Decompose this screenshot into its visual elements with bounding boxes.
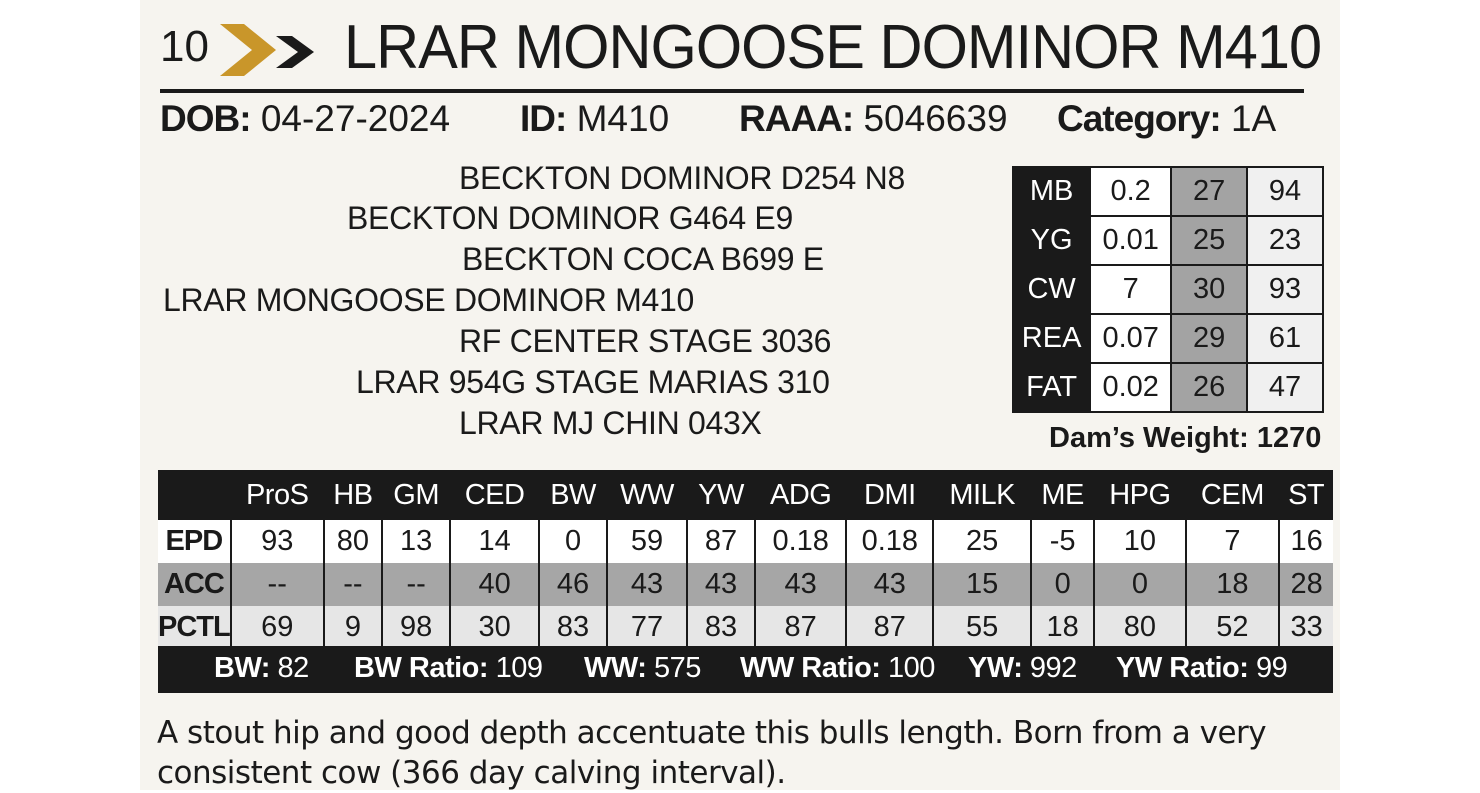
raaa-value: 5046639: [863, 98, 1008, 139]
gold-chevron-icon: [220, 24, 276, 76]
epd-cell: 0: [539, 520, 607, 563]
ww-ratio-value: 100: [888, 652, 935, 684]
lot-number: 10: [160, 22, 209, 71]
id-value: M410: [576, 98, 670, 139]
dob-label: DOB:: [160, 98, 251, 139]
epd-cell: -5: [1031, 520, 1094, 563]
yw-ratio-label: YW Ratio:: [1116, 652, 1249, 684]
ww-label: WW:: [584, 652, 647, 684]
carcass-epd: 0.01: [1090, 216, 1171, 265]
epd-cell: 93: [231, 520, 324, 563]
epd-cell: 0: [1031, 563, 1094, 606]
epd-cell: 18: [1186, 563, 1280, 606]
ww-item: [584, 652, 701, 685]
epd-header-cell: HB: [324, 470, 382, 520]
epd-cell: 18: [1031, 606, 1094, 648]
pedigree-sire-dam: BECKTON COCA B699 E: [462, 241, 824, 277]
yw-item: [968, 652, 1077, 685]
dams-weight: [1049, 422, 1321, 455]
bw-ratio-item: [354, 652, 542, 685]
epd-cell: 98: [382, 606, 450, 648]
epd-header-cell: ST: [1279, 470, 1333, 520]
epd-cell: 87: [755, 606, 846, 648]
epd-cell: 15: [933, 563, 1031, 606]
epd-header-cell: CED: [450, 470, 539, 520]
bw-label: BW:: [214, 652, 270, 684]
carcass-epd: 0.07: [1090, 314, 1171, 363]
category-label: Category:: [1057, 98, 1221, 139]
carcass-pctl: 94: [1247, 167, 1323, 216]
epd-cell: --: [382, 563, 450, 606]
ww-ratio-item: [740, 652, 935, 685]
yw-value: 992: [1029, 652, 1077, 684]
carcass-pctl: 61: [1247, 314, 1323, 363]
double-chevron-icon: [218, 20, 318, 80]
raaa-field: [739, 98, 1008, 140]
carcass-pctl: 93: [1247, 265, 1323, 314]
lot-description: A stout hip and good depth accentuate this bulls length. Born from a very consistent cow (366 day calving interval).: [157, 715, 1267, 791]
dams-weight-value: 1270: [1256, 422, 1322, 454]
epd-header-corner: [158, 470, 231, 520]
epd-header-cell: ME: [1031, 470, 1094, 520]
carcass-label: MB: [1013, 167, 1090, 216]
epd-header-row: [158, 470, 1333, 520]
epd-data-row: [158, 520, 1333, 563]
id-field: [520, 98, 669, 140]
epd-cell: 9: [324, 606, 382, 648]
epd-cell: 0.18: [755, 520, 846, 563]
carcass-acc: 29: [1171, 314, 1247, 363]
pedigree-subject: LRAR MONGOOSE DOMINOR M410: [163, 282, 694, 318]
carcass-label: FAT: [1013, 363, 1090, 412]
epd-cell: --: [324, 563, 382, 606]
epd-cell: 13: [382, 520, 450, 563]
epd-cell: --: [231, 563, 324, 606]
epd-table: [158, 470, 1333, 648]
epd-cell: 40: [450, 563, 539, 606]
pedigree-dam: LRAR 954G STAGE MARIAS 310: [356, 364, 830, 400]
epd-header-cell: GM: [382, 470, 450, 520]
epd-header-cell: HPG: [1094, 470, 1185, 520]
category-value: 1A: [1230, 98, 1277, 139]
black-chevron-icon: [276, 36, 314, 68]
epd-header-cell: ADG: [755, 470, 846, 520]
ww-ratio-label: WW Ratio:: [740, 652, 881, 684]
raaa-label: RAAA:: [739, 98, 854, 139]
dob-field: [160, 98, 450, 140]
carcass-acc: 25: [1171, 216, 1247, 265]
carcass-row: [1013, 167, 1323, 216]
carcass-epd: 7: [1090, 265, 1171, 314]
epd-cell: 69: [231, 606, 324, 648]
carcass-row: [1013, 216, 1323, 265]
weight-ratio-bar: [158, 646, 1333, 693]
bw-item: [214, 652, 309, 685]
carcass-epd: 0.2: [1090, 167, 1171, 216]
epd-row-label: PCTL: [158, 606, 231, 648]
yw-ratio-item: [1116, 652, 1287, 685]
epd-cell: 25: [933, 520, 1031, 563]
carcass-pctl: 23: [1247, 216, 1323, 265]
epd-cell: 33: [1279, 606, 1333, 648]
epd-cell: 14: [450, 520, 539, 563]
carcass-acc: 26: [1171, 363, 1247, 412]
id-label: ID:: [520, 98, 567, 139]
carcass-label: REA: [1013, 314, 1090, 363]
epd-header-cell: WW: [607, 470, 687, 520]
pedigree-dam-sire: RF CENTER STAGE 3036: [459, 323, 832, 359]
yw-label: YW:: [968, 652, 1023, 684]
bw-value: 82: [277, 652, 309, 684]
carcass-row: [1013, 363, 1323, 412]
epd-cell: 87: [846, 606, 933, 648]
epd-cell: 80: [1094, 606, 1185, 648]
carcass-label: CW: [1013, 265, 1090, 314]
yw-ratio-value: 99: [1256, 652, 1288, 684]
epd-header-cell: MILK: [933, 470, 1031, 520]
epd-cell: 77: [607, 606, 687, 648]
epd-cell: 55: [933, 606, 1031, 648]
epd-cell: 59: [607, 520, 687, 563]
carcass-row: [1013, 265, 1323, 314]
epd-data-row: [158, 606, 1333, 648]
epd-cell: 30: [450, 606, 539, 648]
epd-header-cell: DMI: [846, 470, 933, 520]
bw-ratio-value: 109: [495, 652, 543, 684]
carcass-epd: 0.02: [1090, 363, 1171, 412]
epd-cell: 87: [687, 520, 755, 563]
epd-cell: 46: [539, 563, 607, 606]
carcass-acc: 30: [1171, 265, 1247, 314]
epd-cell: 80: [324, 520, 382, 563]
carcass-table: [1012, 166, 1324, 413]
epd-cell: 0: [1094, 563, 1185, 606]
ww-value: 575: [653, 652, 701, 684]
epd-cell: 43: [687, 563, 755, 606]
epd-cell: 83: [687, 606, 755, 648]
epd-cell: 10: [1094, 520, 1185, 563]
carcass-label: YG: [1013, 216, 1090, 265]
epd-cell: 0.18: [846, 520, 933, 563]
epd-cell: 43: [846, 563, 933, 606]
dams-weight-label: Dam’s Weight:: [1049, 422, 1249, 454]
carcass-acc: 27: [1171, 167, 1247, 216]
pedigree-sire-sire: BECKTON DOMINOR D254 N8: [459, 160, 905, 196]
bw-ratio-label: BW Ratio:: [354, 652, 489, 684]
epd-row-label: ACC: [158, 563, 231, 606]
carcass-row: [1013, 314, 1323, 363]
epd-header-cell: ProS: [231, 470, 324, 520]
epd-cell: 83: [539, 606, 607, 648]
epd-header-cell: CEM: [1186, 470, 1280, 520]
epd-cell: 43: [755, 563, 846, 606]
epd-cell: 28: [1279, 563, 1333, 606]
epd-cell: 16: [1279, 520, 1333, 563]
epd-cell: 43: [607, 563, 687, 606]
carcass-pctl: 47: [1247, 363, 1323, 412]
epd-row-label: EPD: [158, 520, 231, 563]
dob-value: 04-27-2024: [260, 98, 451, 139]
title-divider: [160, 89, 1304, 93]
epd-header-cell: YW: [687, 470, 755, 520]
epd-header-cell: BW: [539, 470, 607, 520]
pedigree-dam-dam: LRAR MJ CHIN 043X: [459, 405, 762, 441]
epd-cell: 52: [1186, 606, 1280, 648]
category-field: [1057, 98, 1276, 140]
epd-data-row: [158, 563, 1333, 606]
bull-name: LRAR MONGOOSE DOMINOR M410: [344, 13, 1322, 82]
epd-cell: 7: [1186, 520, 1280, 563]
pedigree-sire: BECKTON DOMINOR G464 E9: [347, 200, 793, 236]
